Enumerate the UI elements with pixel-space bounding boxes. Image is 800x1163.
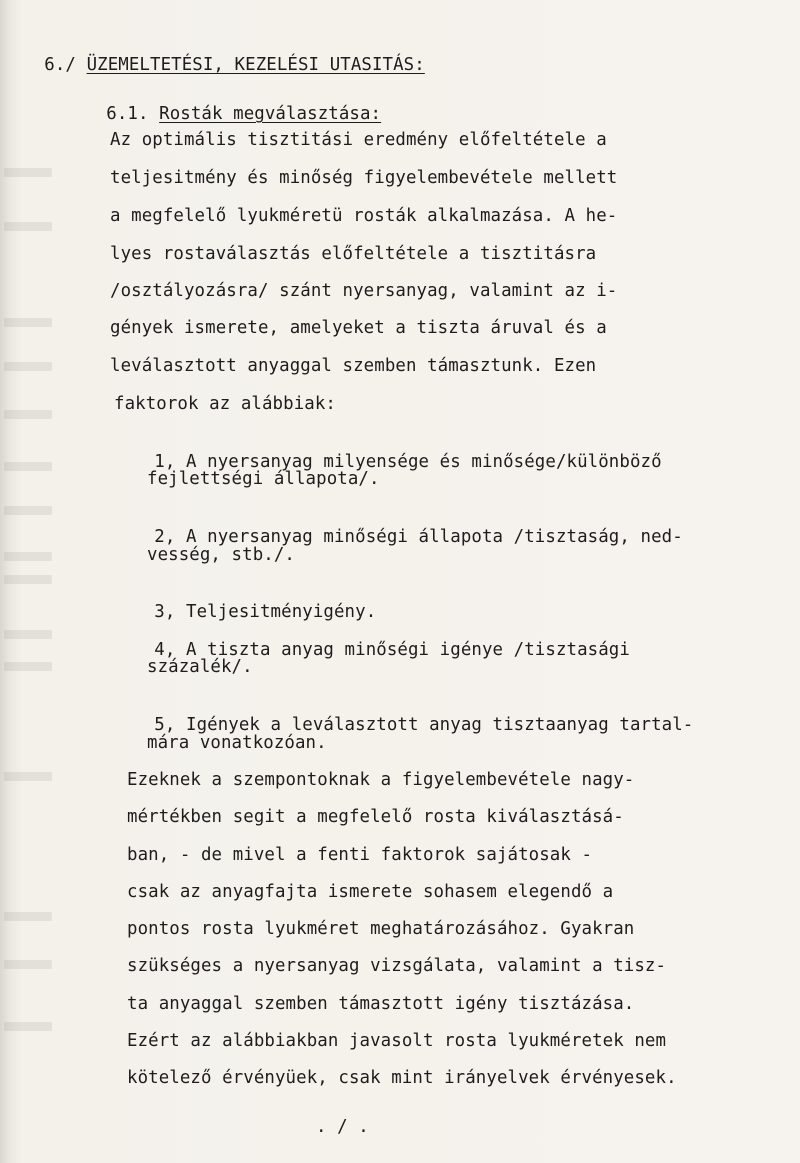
section-title: ÜZEMELTETÉSI, KEZELÉSI UTASITÁS: (86, 55, 425, 75)
list-item-text: A tiszta anyag minőségi igénye /tisztasági (186, 640, 630, 660)
list-item-text: Teljesitményigény. (186, 602, 377, 622)
closing-line: szükséges a nyersanyag vizsgálata, valamint a tisz- (127, 956, 667, 976)
list-item-continuation: vesség, stb./. (147, 545, 295, 565)
list-item-continuation: mára vonatkozóan. (147, 733, 327, 753)
intro-line: gények ismerete, amelyeket a tiszta áruval és a (110, 318, 607, 338)
subsection-number: 6.1. (106, 104, 149, 124)
closing-line: Ezért az alábbiakban javasolt rosta lyukméretek nem (127, 1031, 667, 1051)
list-item-number: 2, (154, 527, 176, 547)
list-item-number: 1, (154, 452, 176, 472)
intro-line: faktorok az alábbiak: (114, 394, 336, 414)
subsection-title: Rosták megválasztása: (159, 104, 382, 124)
facing-page-bleed (0, 0, 62, 1163)
intro-line: Az optimális tisztitási eredmény előfeltétele a (110, 130, 607, 150)
section-number: 6./ (44, 55, 76, 75)
closing-line: csak az anyagfajta ismerete sohasem elegendő a (127, 882, 614, 902)
list-item-text: A nyersanyag minőségi állapota /tisztaság, ned- (186, 527, 683, 547)
page-continuation-mark: . / . (316, 1117, 369, 1137)
intro-line: leválasztott anyaggal szemben támasztunk. Ezen (110, 356, 597, 376)
closing-line: Ezeknek a szempontoknak a figyelembevétele nagy- (127, 770, 635, 790)
closing-line: mértékben segit a megfelelő rosta kiválasztásá- (127, 807, 624, 827)
intro-line: lyes rostaválasztás előfeltétele a tisztitásra (110, 244, 597, 264)
closing-line: pontos rosta lyukméret meghatározásához. Gyakran (127, 919, 635, 939)
intro-line: a megfelelő lyukméretü rosták alkalmazása. A he- (110, 206, 618, 226)
closing-line: ban, - de mivel a fenti faktorok sajátosak - (127, 845, 593, 865)
list-item-text: Igények a leválasztott anyag tisztaanyag tartal- (186, 715, 694, 735)
intro-line: teljesitmény és minőség figyelembevétele mellett (110, 168, 618, 188)
closing-line: ta anyaggal szemben támasztott igény tisztázása. (127, 994, 635, 1014)
closing-line: kötelező érvényüek, csak mint irányelvek érvényesek. (127, 1068, 677, 1088)
list-item-number: 3, (154, 602, 176, 622)
list-item-continuation: fejlettségi állapota/. (147, 469, 380, 489)
list-item-text: A nyersanyag milyensége és minősége/különböző (186, 452, 662, 472)
list-item-number: 4, (154, 640, 176, 660)
list-item-number: 5, (154, 715, 176, 735)
intro-line: /osztályozásra/ szánt nyersanyag, valamint az i- (110, 281, 618, 301)
list-item-continuation: százalék/. (147, 657, 253, 677)
